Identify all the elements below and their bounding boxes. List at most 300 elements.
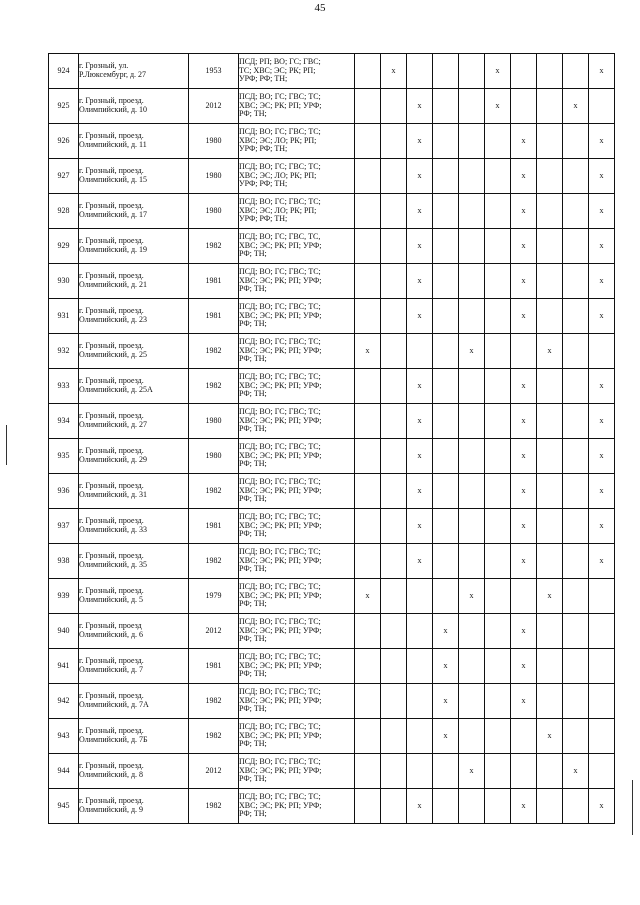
mark-x: x	[521, 135, 526, 145]
mark-x: x	[417, 275, 422, 285]
services-cell: ПСД; ВО; ГС; ГВС; ТС; ХВС; ЭС; РК; РП; УРФ; РФ; ТН;	[239, 544, 355, 579]
mark-cell	[459, 474, 485, 509]
table-row	[49, 54, 615, 89]
row-number-cell: 936	[49, 474, 79, 509]
services-cell: ПСД; ВО; ГС; ГВС; ТС; ХВС; ЭС; РК; РП; УРФ; РФ; ТН;	[239, 369, 355, 404]
mark-cell	[589, 684, 615, 719]
mark-cell	[433, 754, 459, 789]
mark-cell	[459, 194, 485, 229]
services-cell: ПСД; ВО; ГС; ГВС; ТС; ХВС; ЭС; РК; РП; УРФ; РФ; ТН;	[239, 789, 355, 824]
mark-cell	[355, 614, 381, 649]
mark-cell	[381, 579, 407, 614]
mark-x: x	[417, 135, 422, 145]
mark-cell	[485, 789, 511, 824]
mark-cell	[511, 719, 537, 754]
mark-x: x	[599, 450, 604, 460]
mark-cell	[407, 89, 433, 124]
year-cell: 1982	[189, 369, 239, 404]
mark-x: x	[469, 345, 474, 355]
table-row	[49, 89, 615, 124]
mark-cell	[511, 544, 537, 579]
mark-x: x	[521, 240, 526, 250]
year-cell: 1982	[189, 684, 239, 719]
mark-cell	[355, 719, 381, 754]
services-cell: ПСД; ВО; ГС; ГВС; ТС; ХВС; ЭС; РК; РП; УРФ; РФ; ТН;	[239, 649, 355, 684]
mark-cell	[511, 334, 537, 369]
mark-cell	[563, 754, 589, 789]
mark-cell	[485, 369, 511, 404]
mark-cell	[355, 544, 381, 579]
services-cell: ПСД; ВО; ГС; ГВС, ТС, ХВС; ЭС; РК; РП; УРФ; РФ; ТН;	[239, 229, 355, 264]
mark-cell	[381, 754, 407, 789]
mark-cell	[433, 509, 459, 544]
mark-cell	[589, 649, 615, 684]
mark-cell	[563, 719, 589, 754]
mark-cell	[407, 474, 433, 509]
mark-cell	[459, 124, 485, 159]
mark-x: x	[599, 380, 604, 390]
mark-x: x	[417, 415, 422, 425]
mark-x: x	[521, 205, 526, 215]
mark-cell	[355, 124, 381, 159]
mark-cell	[537, 89, 563, 124]
address-cell: г. Грозный, проезд. Олимпийский, д. 7Б	[79, 719, 189, 754]
mark-cell	[355, 509, 381, 544]
mark-x: x	[599, 800, 604, 810]
year-cell: 1982	[189, 229, 239, 264]
mark-cell	[433, 719, 459, 754]
address-cell: г. Грозный, проезд. Олимпийский, д. 25А	[79, 369, 189, 404]
mark-cell	[563, 124, 589, 159]
services-cell: ПСД; ВО; ГС; ГВС; ТС; ХВС; ЭС; РК; РП; УРФ; РФ; ТН;	[239, 264, 355, 299]
year-cell: 1982	[189, 334, 239, 369]
table-row	[49, 439, 615, 474]
mark-cell	[563, 54, 589, 89]
mark-cell	[485, 334, 511, 369]
mark-cell	[355, 684, 381, 719]
mark-cell	[511, 684, 537, 719]
address-cell: г. Грозный, проезд. Олимпийский, д. 11	[79, 124, 189, 159]
mark-cell	[433, 614, 459, 649]
mark-cell	[381, 264, 407, 299]
mark-cell	[563, 649, 589, 684]
mark-cell	[407, 649, 433, 684]
mark-cell	[537, 264, 563, 299]
mark-cell	[433, 299, 459, 334]
services-cell: ПСД; ВО; ГС; ГВС; ТС; ХВС; ЭС; РК; РП; УРФ; РФ; ТН;	[239, 579, 355, 614]
mark-cell	[563, 439, 589, 474]
mark-cell	[459, 299, 485, 334]
year-cell: 2012	[189, 614, 239, 649]
mark-x: x	[599, 520, 604, 530]
mark-x: x	[547, 590, 552, 600]
mark-cell	[407, 614, 433, 649]
mark-cell	[459, 509, 485, 544]
mark-cell	[537, 579, 563, 614]
row-number-cell: 929	[49, 229, 79, 264]
mark-cell	[407, 369, 433, 404]
mark-x: x	[417, 170, 422, 180]
address-cell: г. Грозный, проезд. Олимпийский, д. 8	[79, 754, 189, 789]
row-number-cell: 925	[49, 89, 79, 124]
mark-cell	[511, 404, 537, 439]
mark-cell	[433, 439, 459, 474]
mark-cell	[511, 509, 537, 544]
mark-cell	[433, 264, 459, 299]
mark-cell	[459, 789, 485, 824]
services-cell: ПСД; ВО; ГС; ГВС; ТС; ХВС; ЭС; РК; РП; УРФ; РФ; ТН;	[239, 719, 355, 754]
row-number-cell: 934	[49, 404, 79, 439]
table-row	[49, 649, 615, 684]
mark-cell	[355, 299, 381, 334]
mark-cell	[381, 229, 407, 264]
mark-cell	[485, 474, 511, 509]
mark-cell	[433, 54, 459, 89]
mark-cell	[537, 544, 563, 579]
mark-cell	[407, 334, 433, 369]
mark-cell	[459, 264, 485, 299]
mark-cell	[407, 124, 433, 159]
mark-cell	[589, 194, 615, 229]
mark-cell	[355, 789, 381, 824]
table-body	[49, 54, 615, 824]
mark-x: x	[599, 135, 604, 145]
mark-cell	[381, 334, 407, 369]
mark-cell	[563, 264, 589, 299]
mark-x: x	[599, 485, 604, 495]
mark-cell	[433, 684, 459, 719]
mark-cell	[511, 649, 537, 684]
mark-cell	[459, 614, 485, 649]
mark-cell	[485, 439, 511, 474]
table-row	[49, 194, 615, 229]
year-cell: 1980	[189, 404, 239, 439]
mark-cell	[407, 439, 433, 474]
mark-cell	[355, 334, 381, 369]
mark-cell	[589, 579, 615, 614]
address-cell: г. Грозный, проезд. Олимпийский, д. 27	[79, 404, 189, 439]
mark-cell	[485, 754, 511, 789]
mark-x: x	[547, 345, 552, 355]
mark-cell	[589, 89, 615, 124]
mark-cell	[459, 54, 485, 89]
mark-cell	[537, 649, 563, 684]
mark-cell	[537, 404, 563, 439]
mark-cell	[485, 54, 511, 89]
mark-cell	[563, 684, 589, 719]
year-cell: 1981	[189, 299, 239, 334]
mark-x: x	[521, 800, 526, 810]
address-cell: г. Грозный, проезд. Олимпийский, д. 29	[79, 439, 189, 474]
mark-cell	[589, 789, 615, 824]
mark-cell	[537, 684, 563, 719]
table-row	[49, 789, 615, 824]
mark-x: x	[495, 65, 500, 75]
table-row	[49, 404, 615, 439]
table-row	[49, 264, 615, 299]
row-number-cell: 941	[49, 649, 79, 684]
mark-cell	[589, 334, 615, 369]
row-number-cell: 935	[49, 439, 79, 474]
mark-cell	[537, 334, 563, 369]
mark-cell	[355, 54, 381, 89]
row-number-cell: 945	[49, 789, 79, 824]
year-cell: 1981	[189, 509, 239, 544]
mark-cell	[355, 264, 381, 299]
mark-cell	[485, 404, 511, 439]
table-row	[49, 509, 615, 544]
mark-cell	[459, 89, 485, 124]
mark-cell	[355, 754, 381, 789]
mark-cell	[407, 509, 433, 544]
mark-x: x	[599, 310, 604, 320]
mark-x: x	[417, 485, 422, 495]
mark-cell	[407, 54, 433, 89]
mark-cell	[459, 159, 485, 194]
mark-x: x	[547, 730, 552, 740]
services-cell: ПСД; ВО; ГС; ГВС; ТС; ХВС; ЭС; РК; РП; УРФ; РФ; ТН;	[239, 439, 355, 474]
mark-cell	[485, 649, 511, 684]
row-number-cell: 944	[49, 754, 79, 789]
mark-cell	[407, 544, 433, 579]
mark-cell	[381, 544, 407, 579]
row-number-cell: 937	[49, 509, 79, 544]
table-row	[49, 299, 615, 334]
mark-cell	[381, 719, 407, 754]
mark-cell	[459, 719, 485, 754]
address-cell: г. Грозный, ул. Р.Люксембург, д. 27	[79, 54, 189, 89]
mark-cell	[407, 789, 433, 824]
mark-cell	[381, 194, 407, 229]
services-cell: ПСД; ВО; ГС; ГВС; ТС; ХВС; ЭС; РК; РП; УРФ; РФ; ТН;	[239, 614, 355, 649]
mark-cell	[537, 509, 563, 544]
services-cell: ПСД; РП; ВО; ГС; ГВС; ТС; ХВС; ЭС; РК; РП; УРФ; РФ; ТН;	[239, 54, 355, 89]
mark-cell	[511, 229, 537, 264]
mark-cell	[355, 404, 381, 439]
mark-cell	[511, 579, 537, 614]
mark-cell	[433, 789, 459, 824]
services-cell: ПСД; ВО; ГС; ГВС; ТС; ХВС; ЭС; РК; РП; УРФ; РФ; ТН;	[239, 754, 355, 789]
scan-artifact-left	[6, 425, 7, 465]
mark-x: x	[521, 380, 526, 390]
mark-x: x	[521, 660, 526, 670]
row-number-cell: 932	[49, 334, 79, 369]
mark-cell	[485, 579, 511, 614]
mark-cell	[589, 614, 615, 649]
mark-cell	[563, 579, 589, 614]
services-cell: ПСД; ВО; ГС; ГВС; ТС; ХВС; ЭС; РК; РП; УРФ; РФ; ТН;	[239, 404, 355, 439]
mark-x: x	[417, 380, 422, 390]
mark-cell	[537, 474, 563, 509]
year-cell: 1981	[189, 264, 239, 299]
address-cell: г. Грозный, проезд. Олимпийский, д. 25	[79, 334, 189, 369]
mark-cell	[511, 789, 537, 824]
mark-cell	[433, 159, 459, 194]
mark-x: x	[521, 415, 526, 425]
mark-cell	[355, 89, 381, 124]
mark-cell	[407, 194, 433, 229]
mark-cell	[485, 614, 511, 649]
row-number-cell: 938	[49, 544, 79, 579]
mark-cell	[381, 649, 407, 684]
mark-x: x	[521, 555, 526, 565]
address-cell: г. Грозный, проезд. Олимпийский, д. 5	[79, 579, 189, 614]
mark-cell	[381, 159, 407, 194]
mark-cell	[407, 229, 433, 264]
mark-cell	[407, 404, 433, 439]
mark-cell	[589, 509, 615, 544]
address-cell: г. Грозный, проезд. Олимпийский, д. 7	[79, 649, 189, 684]
address-cell: г. Грозный, проезд. Олимпийский, д. 9	[79, 789, 189, 824]
mark-cell	[433, 229, 459, 264]
mark-cell	[563, 509, 589, 544]
row-number-cell: 931	[49, 299, 79, 334]
row-number-cell: 924	[49, 54, 79, 89]
mark-x: x	[443, 695, 448, 705]
mark-x: x	[417, 555, 422, 565]
mark-cell	[355, 229, 381, 264]
mark-cell	[485, 719, 511, 754]
mark-x: x	[443, 660, 448, 670]
table-row	[49, 334, 615, 369]
mark-cell	[381, 89, 407, 124]
address-cell: г. Грозный, проезд. Олимпийский, д. 33	[79, 509, 189, 544]
mark-cell	[563, 299, 589, 334]
mark-cell	[511, 89, 537, 124]
mark-cell	[381, 474, 407, 509]
mark-cell	[537, 229, 563, 264]
mark-cell	[563, 229, 589, 264]
mark-cell	[563, 334, 589, 369]
table-row	[49, 159, 615, 194]
table-row	[49, 369, 615, 404]
services-cell: ПСД; ВО; ГС; ГВС; ТС; ХВС; ЭС; ЛО; РК; РП; УРФ; РФ; ТН;	[239, 194, 355, 229]
address-cell: г. Грозный, проезд. Олимпийский, д. 31	[79, 474, 189, 509]
mark-cell	[589, 439, 615, 474]
table-row	[49, 719, 615, 754]
mark-cell	[511, 299, 537, 334]
mark-cell	[459, 369, 485, 404]
year-cell: 1982	[189, 789, 239, 824]
mark-cell	[537, 719, 563, 754]
mark-cell	[459, 334, 485, 369]
mark-cell	[407, 264, 433, 299]
mark-cell	[433, 334, 459, 369]
year-cell: 1979	[189, 579, 239, 614]
table-row	[49, 754, 615, 789]
mark-cell	[433, 369, 459, 404]
mark-cell	[407, 159, 433, 194]
mark-cell	[563, 369, 589, 404]
mark-cell	[563, 194, 589, 229]
page-number: 45	[314, 2, 326, 14]
mark-cell	[355, 439, 381, 474]
mark-cell	[459, 404, 485, 439]
mark-x: x	[573, 765, 578, 775]
mark-cell	[433, 89, 459, 124]
mark-cell	[485, 89, 511, 124]
mark-cell	[355, 649, 381, 684]
mark-cell	[537, 754, 563, 789]
mark-x: x	[521, 450, 526, 460]
mark-x: x	[417, 310, 422, 320]
services-cell: ПСД; ВО; ГС; ГВС; ТС; ХВС; ЭС; РК; РП; УРФ; РФ; ТН;	[239, 684, 355, 719]
mark-cell	[485, 264, 511, 299]
mark-cell	[589, 299, 615, 334]
mark-x: x	[521, 275, 526, 285]
mark-x: x	[391, 65, 396, 75]
mark-cell	[485, 509, 511, 544]
mark-cell	[563, 614, 589, 649]
mark-cell	[589, 404, 615, 439]
address-cell: г. Грозный, проезд. Олимпийский, д. 19	[79, 229, 189, 264]
mark-cell	[511, 439, 537, 474]
mark-x: x	[599, 65, 604, 75]
row-number-cell: 928	[49, 194, 79, 229]
mark-cell	[407, 754, 433, 789]
row-number-cell: 933	[49, 369, 79, 404]
mark-cell	[433, 404, 459, 439]
mark-cell	[433, 124, 459, 159]
mark-cell	[381, 369, 407, 404]
mark-x: x	[495, 100, 500, 110]
mark-cell	[459, 754, 485, 789]
mark-cell	[511, 54, 537, 89]
mark-cell	[563, 789, 589, 824]
services-cell: ПСД; ВО; ГС; ГВС; ТС; ХВС; ЭС; РК; РП; УРФ; РФ; ТН;	[239, 89, 355, 124]
mark-cell	[589, 719, 615, 754]
mark-cell	[511, 264, 537, 299]
mark-x: x	[417, 800, 422, 810]
mark-cell	[433, 194, 459, 229]
mark-cell	[355, 369, 381, 404]
mark-cell	[511, 474, 537, 509]
address-cell: г. Грозный, проезд. Олимпийский, д. 15	[79, 159, 189, 194]
mark-x: x	[599, 205, 604, 215]
mark-x: x	[573, 100, 578, 110]
row-number-cell: 927	[49, 159, 79, 194]
mark-cell	[589, 54, 615, 89]
mark-cell	[589, 369, 615, 404]
mark-cell	[485, 194, 511, 229]
row-number-cell: 940	[49, 614, 79, 649]
mark-x: x	[443, 625, 448, 635]
mark-cell	[511, 124, 537, 159]
mark-cell	[589, 229, 615, 264]
row-number-cell: 939	[49, 579, 79, 614]
mark-cell	[433, 579, 459, 614]
services-cell: ПСД; ВО; ГС; ГВС; ТС; ХВС; ЭС; РК; РП; УРФ; РФ; ТН;	[239, 334, 355, 369]
mark-x: x	[521, 310, 526, 320]
year-cell: 1980	[189, 439, 239, 474]
mark-cell	[537, 124, 563, 159]
mark-x: x	[599, 240, 604, 250]
mark-cell	[511, 754, 537, 789]
address-cell: г. Грозный, проезд. Олимпийский, д. 23	[79, 299, 189, 334]
mark-x: x	[599, 170, 604, 180]
services-cell: ПСД; ВО; ГС; ГВС; ТС; ХВС; ЭС; РК; РП; УРФ; РФ; ТН;	[239, 509, 355, 544]
mark-cell	[537, 614, 563, 649]
mark-cell	[433, 474, 459, 509]
mark-x: x	[599, 415, 604, 425]
mark-x: x	[521, 695, 526, 705]
mark-cell	[355, 159, 381, 194]
year-cell: 2012	[189, 89, 239, 124]
mark-cell	[537, 159, 563, 194]
mark-cell	[407, 579, 433, 614]
mark-cell	[459, 229, 485, 264]
mark-cell	[563, 544, 589, 579]
